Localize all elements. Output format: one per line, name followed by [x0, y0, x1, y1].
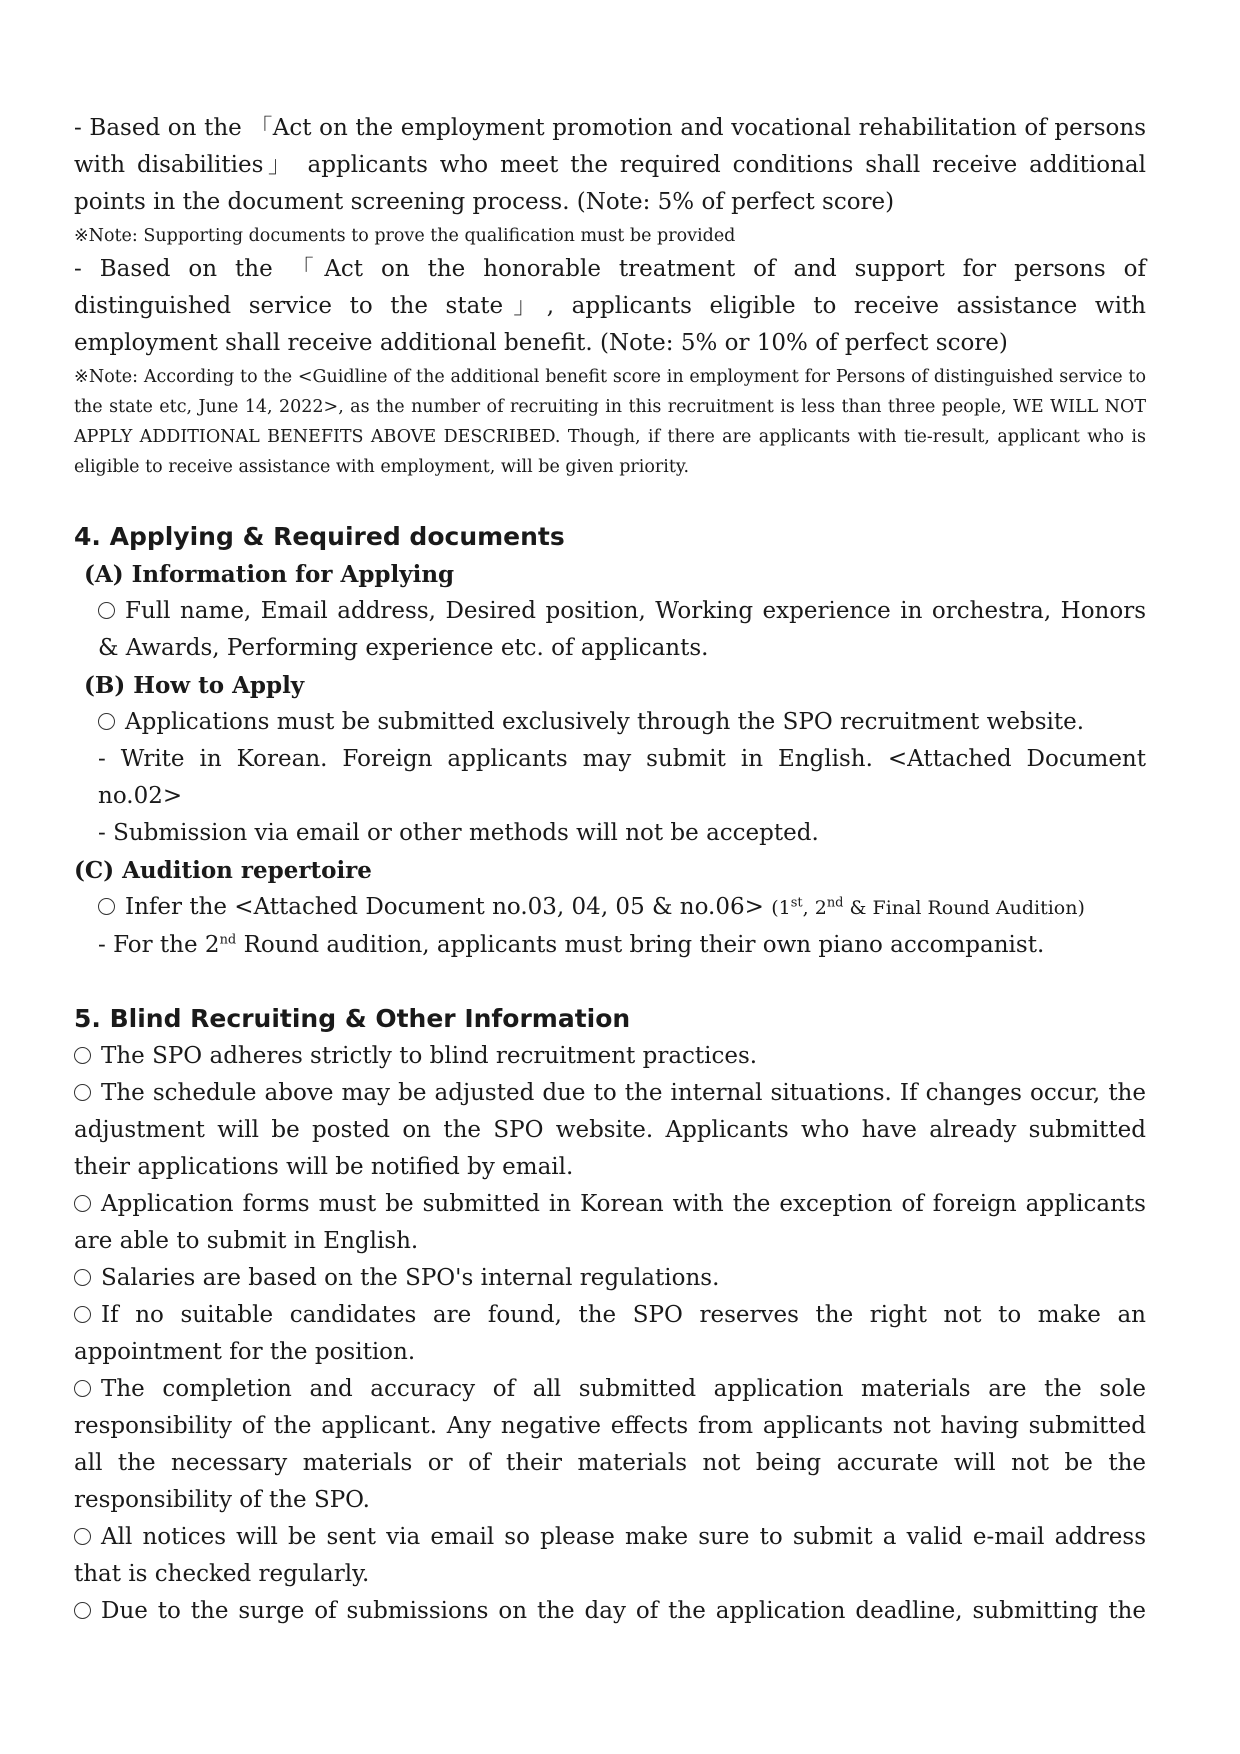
disability-note: ※Note: Supporting documents to prove the qualification must be provided	[74, 226, 736, 246]
circle-bullet-icon	[74, 1195, 91, 1212]
circle-bullet-icon	[98, 713, 115, 730]
info-item: All notices will be sent via email so please make sure to submit a valid e-mail address that is checked regularly.	[74, 1524, 1146, 1587]
subsection-b-sub1: - Write in Korean. Foreign applicants may submit in English. <Attached Document no.02>	[98, 746, 1146, 809]
circle-bullet-icon	[74, 1047, 91, 1064]
subsection-b-item: Applications must be submitted exclusively through the SPO recruitment website.	[74, 704, 1146, 741]
spacer	[74, 482, 1146, 518]
subsection-a-item: Full name, Email address, Desired position, Working experience in orchestra, Honors & Awards, Performing experience etc. of applicants.	[98, 598, 1146, 661]
subsection-b-title: (B) How to Apply	[84, 672, 305, 699]
subsection-c-title: (C) Audition repertoire	[74, 857, 372, 884]
info-item: The schedule above may be adjusted due to the internal situations. If changes occur, the adjustment will be posted on the SPO website. Applicants who have already submitted their applications will be notified by email.	[74, 1080, 1146, 1180]
circle-bullet-icon	[74, 1602, 91, 1619]
circle-bullet-icon	[74, 1306, 91, 1323]
subsection-c-sub: - For the 2nd Round audition, applicants must bring their own piano accompanist.	[98, 932, 1045, 958]
disability-benefit-paragraph: - Based on the 「Act on the employment promotion and vocational rehabilitation of persons with disabilities」 applicants who meet the required conditions shall receive additional points in the document screening process. (Note: 5% of perfect score)	[74, 115, 1146, 215]
section-4-title: 4. Applying & Required documents	[74, 522, 565, 551]
info-item: The completion and accuracy of all submitted application materials are the sole responsibility of the applicant. Any negative effects from applicants not having submitted all the necessary materials or of their materials not being accurate will not be the responsibility of the SPO.	[74, 1376, 1146, 1513]
section-5-title: 5. Blind Recruiting & Other Information	[74, 1004, 631, 1033]
round-note: (1st, 2nd & Final Round Audition)	[771, 895, 1085, 919]
subsection-a-title: (A) Information for Applying	[84, 561, 455, 588]
circle-bullet-icon	[74, 1380, 91, 1397]
subsection-b-sub2: - Submission via email or other methods will not be accepted.	[98, 820, 819, 846]
info-item: Due to the surge of submissions on the day of the application deadline, submitting the	[74, 1593, 1146, 1630]
merit-note: ※Note: According to the <Guidline of the additional benefit score in employment for Persons of distinguished service to the state etc, June 14, 2022>, as the number of recruiting in this recruitment is less than three people, WE WILL NOT APPLY ADDITIONAL BENEFITS ABOVE DESCRIBED. Though, if there are applicants with tie-result, applicant who is eligible to receive assistance with employment, will be given priority.	[74, 367, 1146, 477]
info-item: Application forms must be submitted in Korean with the exception of foreign applicants are able to submit in English.	[74, 1191, 1146, 1254]
document-page	[74, 110, 1146, 1630]
info-item: If no suitable candidates are found, the SPO reserves the right not to make an appointment for the position.	[74, 1302, 1146, 1365]
info-item: Salaries are based on the SPO's internal regulations.	[74, 1260, 1146, 1297]
subsection-c-item: Infer the <Attached Document no.03, 04, 05 & no.06> (1st, 2nd & Final Round Audition)	[74, 889, 1146, 927]
info-item: The SPO adheres strictly to blind recruitment practices.	[74, 1038, 1146, 1075]
circle-bullet-icon	[74, 1084, 91, 1101]
spacer	[74, 964, 1146, 1000]
circle-bullet-icon	[98, 602, 115, 619]
circle-bullet-icon	[98, 898, 115, 915]
circle-bullet-icon	[74, 1528, 91, 1545]
circle-bullet-icon	[74, 1269, 91, 1286]
merit-benefit-paragraph: - Based on the 「Act on the honorable treatment of and support for persons of distinguished service to the state」, applicants eligible to receive assistance with employment shall receive additional benefit. (Note: 5% or 10% of perfect score)	[74, 256, 1146, 356]
